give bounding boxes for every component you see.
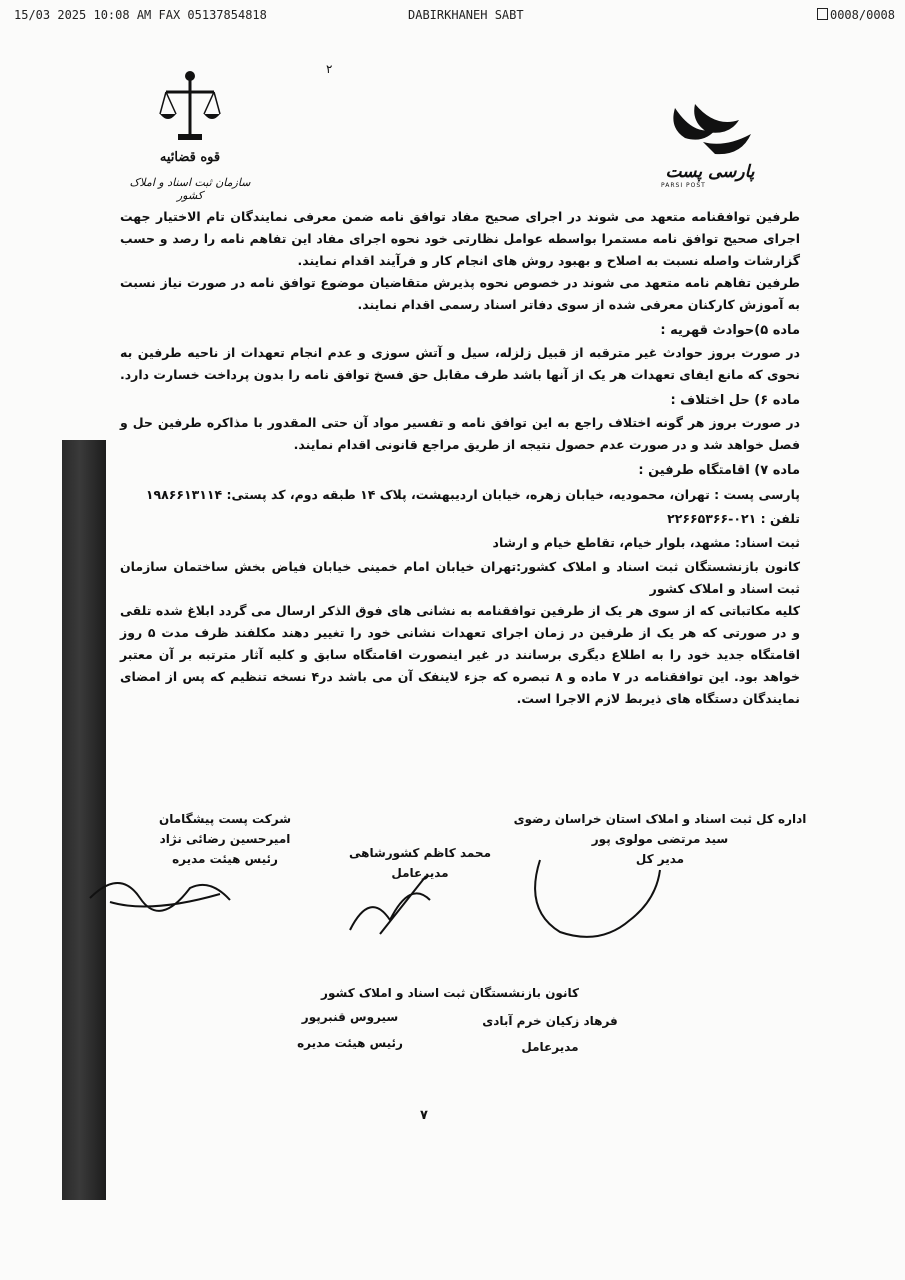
paragraph-supervision: طرفین توافقنامه متعهد می شوند در اجرای صحیح مفاد توافق نامه ضمن معرفی نمایندگان تام الاختیار جهت اجرای صحیح توافق نامه مستمرا بواسطه عوامل نظارتی خود نحوه اجرای مفاد این تفاهم نامه را رصد و حسب گزارشات واصله نسبت به اصلاح و بهبود روش های انجام کار و فرآیند اقدام نمایند. <box>120 209 800 268</box>
judiciary-label: قوه قضائیه <box>159 150 221 165</box>
judiciary-logo <box>129 68 251 202</box>
signer-org: اداره کل ثبت اسناد و املاک استان خراسان رضوی <box>513 812 807 826</box>
contract-body <box>120 206 800 710</box>
signer-org: شرکت پست پیشگامان <box>159 812 291 826</box>
registration-org-label: سازمان ثبت اسناد و املاک کشور <box>129 176 251 202</box>
paragraph-training: طرفین تفاهم نامه متعهد می شوند در خصوص نحوه پذیرش متقاضیان موضوع توافق نامه در صورت نیاز نسبت به آموزش کارکنان معرفی شده از سوی دفاتر اسناد رسمی اقدام نمایند. <box>120 275 800 312</box>
page-number: ۷ <box>420 1108 428 1123</box>
article-6-heading: ماده ۶) حل اختلاف : <box>670 393 800 408</box>
parsi-post-logo <box>655 98 765 190</box>
address-parsi-post: پارسی پست : تهران، محمودیه، خیابان زهره، خیابان اردیبهشت، پلاک ۱۴ طبقه دوم، کد پستی: ۱۹۸۶۶۱۳۱۱۴ <box>145 487 800 502</box>
fax-page-count: 0008/0008 <box>829 8 895 22</box>
scan-edge-shadow <box>62 440 106 1200</box>
address-retirees-association: کانون بازنشستگان ثبت اسناد و املاک کشور:تهران خیابان امام خمینی خیابان فیاض بخش ساختمان سازمان ثبت اسناد و املاک کشور <box>120 559 800 596</box>
signer-name: امیرحسین رضائی نژاد <box>159 832 291 846</box>
signer-title: مدیر کل <box>635 852 685 866</box>
bottom-signer-right-title: مدیرعامل <box>521 1040 579 1054</box>
fax-header <box>0 8 905 28</box>
article-5-text: در صورت بروز حوادث غیر مترقبه از قبیل زلزله، سیل و آتش سوزی و عدم انجام تعهدات از ناحیه طرفین به نحوی که مانع ایفای تعهدات هر یک از آنها باشد طرف مقابل حق فسخ توافق نامه را بدون پرداخت خسارت دارد. <box>120 345 800 382</box>
fax-page-icon <box>817 8 828 20</box>
article-6-text: در صورت بروز هر گونه اختلاف راجع به این توافق نامه و تفسیر مواد آن حتی المقدور با مذاکره طرفین حل و فصل خواهد شد و در صورت عدم حصول نتیجه از طریق مراجع قانونی اقدام نمایند. <box>120 415 800 452</box>
signature-retirees-association <box>270 986 630 1066</box>
fax-header-right <box>817 8 895 22</box>
parsi-post-label: پارسی پست <box>665 162 755 182</box>
article-7-heading: ماده ۷) اقامتگاه طرفین : <box>638 463 800 478</box>
signer-name: سید مرتضی مولوی پور <box>591 832 729 846</box>
bottom-signer-left-title: رئیس هیئت مدیره <box>297 1036 403 1050</box>
bottom-signer-right-name: فرهاد زکیان خرم آبادی <box>482 1014 618 1028</box>
parsi-post-sublabel: PARSI POST <box>661 182 706 189</box>
fax-header-center: DABIRKHANEH SABT <box>408 8 524 22</box>
article-7-text: کلیه مکاتباتی که از سوی هر یک از طرفین توافقنامه به نشانی های فوق الذکر ارسال می گردد ابلاغ شده تلقی و در صورتی که هر یک از طرفین در زمان اجرای تعهدات نشانی خود را تغییر دهند مکلفند ظرف مدت ۵ روز اقامتگاه جدید خود را به اطلاع دیگری برسانند در غیر اینصورت اقامتگاه سابق و کلیه آثار مترتبه بر آن معتبر خواهد بود. این توافقنامه در ۷ ماده و ۸ تبصره که جزء لاینفک آن می باشد در۴ نسخه تنظیم که پس از امضای نمایندگان دستگاه های ذیربط لازم الاجرا است. <box>120 603 800 706</box>
fax-header-left: 15/03 2025 10:08 AM FAX 05137854818 <box>14 8 267 22</box>
signature-scribble-middle <box>330 870 450 940</box>
signer-title: مدیرعامل <box>391 866 449 880</box>
address-registry: ثبت اسناد: مشهد، بلوار خیام، تقاطع خیام و ارشاد <box>492 535 800 550</box>
signature-scribble-left <box>80 858 250 918</box>
signer-name: محمد کاظم کشورشاهی <box>349 846 491 860</box>
bottom-signer-left-name: سیروس قنبرپور <box>301 1010 399 1024</box>
signer-title: رئیس هیئت مدیره <box>172 852 278 866</box>
telephone: تلفن : ۰۲۱-۲۲۶۶۵۳۶۶ <box>667 511 800 526</box>
parsi-post-bird-icon <box>655 98 765 162</box>
scales-icon <box>158 68 222 148</box>
article-5-heading: ماده ۵)حوادث قهریه : <box>660 323 800 338</box>
top-mark: ۲ <box>326 62 333 76</box>
signature-scribble-right <box>520 850 670 950</box>
bottom-org: کانون بازنشستگان ثبت اسناد و املاک کشور <box>321 986 579 1000</box>
